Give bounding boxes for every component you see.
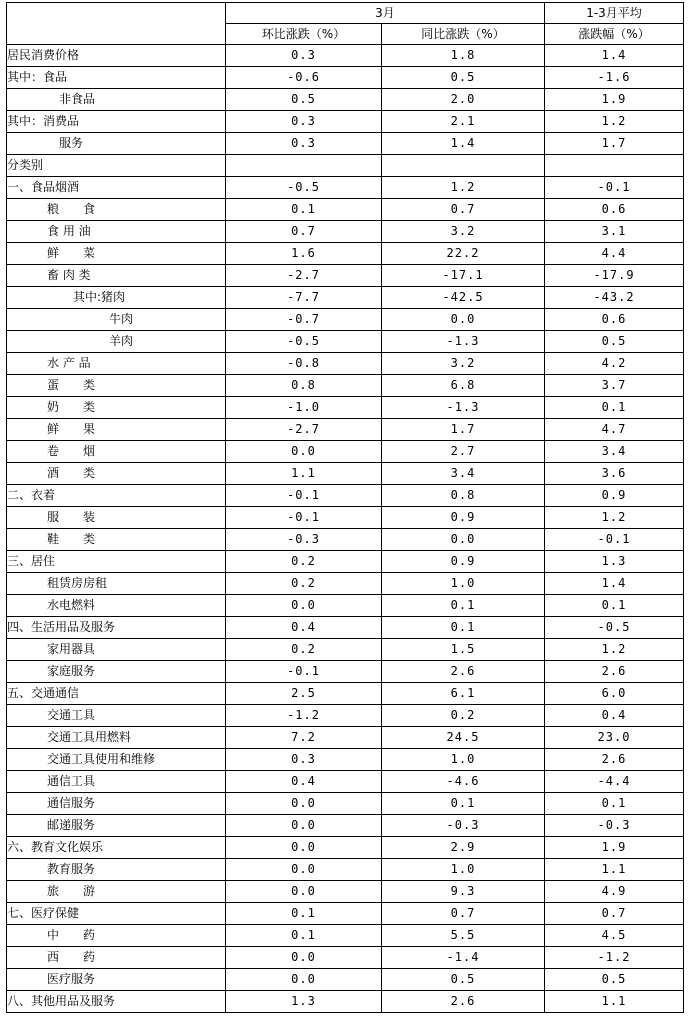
- table-row: [7, 991, 684, 1013]
- cell-avg: 0.7: [545, 903, 684, 925]
- header-col-mom: 环比涨跌（%）: [226, 24, 382, 45]
- cell-yoy: 1.5: [382, 639, 545, 661]
- cell-yoy: 1.8: [382, 45, 545, 67]
- cell-mom: 0.4: [226, 617, 382, 639]
- cell-mom: -0.7: [226, 309, 382, 331]
- cell-avg: [545, 155, 684, 177]
- cell-avg: 1.4: [545, 45, 684, 67]
- cell-avg: -0.1: [545, 177, 684, 199]
- cell-avg: 1.2: [545, 111, 684, 133]
- row-label: 其中:猪肉: [7, 287, 226, 309]
- cell-avg: 23.0: [545, 727, 684, 749]
- cell-mom: 0.0: [226, 947, 382, 969]
- cell-yoy: 1.0: [382, 573, 545, 595]
- cell-mom: 7.2: [226, 727, 382, 749]
- cell-mom: 0.2: [226, 639, 382, 661]
- cell-yoy: 1.0: [382, 859, 545, 881]
- cell-mom: 0.0: [226, 815, 382, 837]
- cell-avg: 0.5: [545, 969, 684, 991]
- cell-avg: 4.2: [545, 353, 684, 375]
- table-row: [7, 837, 684, 859]
- cell-yoy: 9.3: [382, 881, 545, 903]
- cell-mom: 0.3: [226, 133, 382, 155]
- table-row: [7, 375, 684, 397]
- table-row: [7, 221, 684, 243]
- cell-mom: 0.0: [226, 859, 382, 881]
- cell-mom: 0.5: [226, 89, 382, 111]
- row-label: 酒 类: [7, 463, 226, 485]
- table-row: [7, 551, 684, 573]
- row-label: 六、教育文化娱乐: [7, 837, 226, 859]
- table-row: [7, 45, 684, 67]
- table-row: [7, 89, 684, 111]
- table-row: [7, 111, 684, 133]
- cell-yoy: 6.1: [382, 683, 545, 705]
- cell-avg: -0.1: [545, 529, 684, 551]
- cell-avg: 1.7: [545, 133, 684, 155]
- row-label: 五、交通通信: [7, 683, 226, 705]
- cell-yoy: 24.5: [382, 727, 545, 749]
- row-label: 食 用 油: [7, 221, 226, 243]
- cell-avg: 0.1: [545, 397, 684, 419]
- row-label: 服 装: [7, 507, 226, 529]
- cell-mom: -0.8: [226, 353, 382, 375]
- table-row: [7, 903, 684, 925]
- row-label: 非食品: [7, 89, 226, 111]
- cell-mom: 0.1: [226, 925, 382, 947]
- cell-mom: 0.0: [226, 969, 382, 991]
- cell-mom: 0.2: [226, 551, 382, 573]
- cell-yoy: 1.2: [382, 177, 545, 199]
- cell-yoy: -1.3: [382, 397, 545, 419]
- table-row: [7, 749, 684, 771]
- cell-avg: -0.5: [545, 617, 684, 639]
- cell-yoy: 0.8: [382, 485, 545, 507]
- cell-yoy: [382, 155, 545, 177]
- table-row: [7, 155, 684, 177]
- cell-avg: -4.4: [545, 771, 684, 793]
- table-row: [7, 925, 684, 947]
- cell-mom: -2.7: [226, 419, 382, 441]
- table-row: [7, 309, 684, 331]
- cell-yoy: 0.9: [382, 551, 545, 573]
- header-corner-cell: [7, 3, 226, 45]
- cell-mom: -7.7: [226, 287, 382, 309]
- cell-yoy: 3.2: [382, 221, 545, 243]
- cell-mom: -0.6: [226, 67, 382, 89]
- table-row: [7, 595, 684, 617]
- row-label: 羊肉: [7, 331, 226, 353]
- row-label: 粮 食: [7, 199, 226, 221]
- cell-avg: 3.7: [545, 375, 684, 397]
- cell-mom: 0.0: [226, 793, 382, 815]
- cell-avg: -1.6: [545, 67, 684, 89]
- table-row: [7, 397, 684, 419]
- table-row: [7, 639, 684, 661]
- row-label: 家用器具: [7, 639, 226, 661]
- table-row: [7, 947, 684, 969]
- cell-avg: 4.4: [545, 243, 684, 265]
- header-group-march: 3月: [226, 3, 545, 24]
- cell-yoy: 0.5: [382, 67, 545, 89]
- table-row: [7, 727, 684, 749]
- cell-avg: -17.9: [545, 265, 684, 287]
- row-label: 鞋 类: [7, 529, 226, 551]
- cell-avg: 0.6: [545, 309, 684, 331]
- cell-mom: -1.0: [226, 397, 382, 419]
- row-label: 奶 类: [7, 397, 226, 419]
- cell-yoy: -17.1: [382, 265, 545, 287]
- cell-yoy: 6.8: [382, 375, 545, 397]
- cell-avg: 3.6: [545, 463, 684, 485]
- cell-avg: 1.9: [545, 89, 684, 111]
- cell-yoy: 0.1: [382, 793, 545, 815]
- cell-mom: -0.1: [226, 485, 382, 507]
- cell-avg: 1.4: [545, 573, 684, 595]
- cell-yoy: -0.3: [382, 815, 545, 837]
- cell-avg: 0.9: [545, 485, 684, 507]
- header-col-avg: 涨跌幅（%）: [545, 24, 684, 45]
- row-label: 牛肉: [7, 309, 226, 331]
- row-label: 教育服务: [7, 859, 226, 881]
- cell-mom: 0.3: [226, 45, 382, 67]
- table-row: [7, 683, 684, 705]
- cell-avg: 3.1: [545, 221, 684, 243]
- cell-mom: 1.3: [226, 991, 382, 1013]
- cell-mom: -1.2: [226, 705, 382, 727]
- table-row: [7, 507, 684, 529]
- cell-mom: [226, 155, 382, 177]
- row-label: 二、衣着: [7, 485, 226, 507]
- cell-avg: 1.2: [545, 507, 684, 529]
- row-label: 三、居住: [7, 551, 226, 573]
- cell-mom: 1.6: [226, 243, 382, 265]
- cell-avg: 0.6: [545, 199, 684, 221]
- table-row: [7, 331, 684, 353]
- row-label: 鲜 菜: [7, 243, 226, 265]
- cpi-table: [6, 2, 684, 1013]
- cell-yoy: 3.4: [382, 463, 545, 485]
- cell-yoy: 0.0: [382, 529, 545, 551]
- row-label: 一、食品烟酒: [7, 177, 226, 199]
- cell-mom: 0.0: [226, 837, 382, 859]
- cell-avg: 0.1: [545, 793, 684, 815]
- cell-avg: -1.2: [545, 947, 684, 969]
- row-label: 交通工具: [7, 705, 226, 727]
- row-label: 中 药: [7, 925, 226, 947]
- cell-avg: 1.1: [545, 991, 684, 1013]
- row-label: 水电燃料: [7, 595, 226, 617]
- cell-mom: -2.7: [226, 265, 382, 287]
- table-row: [7, 67, 684, 89]
- cell-avg: 6.0: [545, 683, 684, 705]
- cell-yoy: 0.1: [382, 617, 545, 639]
- table-body: [7, 3, 684, 1013]
- cell-avg: 0.5: [545, 331, 684, 353]
- table-row: [7, 463, 684, 485]
- cell-avg: 1.2: [545, 639, 684, 661]
- cell-yoy: 1.0: [382, 749, 545, 771]
- cell-avg: -0.3: [545, 815, 684, 837]
- cell-mom: 0.1: [226, 903, 382, 925]
- cell-mom: 0.1: [226, 199, 382, 221]
- row-label: 通信工具: [7, 771, 226, 793]
- table-row: [7, 859, 684, 881]
- header-group-q1: 1-3月平均: [545, 3, 684, 24]
- cell-avg: 0.1: [545, 595, 684, 617]
- cell-avg: 3.4: [545, 441, 684, 463]
- header-col-yoy: 同比涨跌（%）: [382, 24, 545, 45]
- cell-yoy: 2.6: [382, 991, 545, 1013]
- table-row: [7, 661, 684, 683]
- table-row: [7, 265, 684, 287]
- row-label: 鲜 果: [7, 419, 226, 441]
- cell-yoy: 0.5: [382, 969, 545, 991]
- row-label: 蛋 类: [7, 375, 226, 397]
- cell-avg: 2.6: [545, 749, 684, 771]
- cell-yoy: -42.5: [382, 287, 545, 309]
- table-row: [7, 771, 684, 793]
- cell-yoy: 1.7: [382, 419, 545, 441]
- row-label: 交通工具使用和维修: [7, 749, 226, 771]
- cell-mom: -0.3: [226, 529, 382, 551]
- table-row: [7, 529, 684, 551]
- cell-yoy: 22.2: [382, 243, 545, 265]
- cell-yoy: 0.0: [382, 309, 545, 331]
- cell-yoy: 0.1: [382, 595, 545, 617]
- row-label: 租赁房房租: [7, 573, 226, 595]
- cell-yoy: 2.9: [382, 837, 545, 859]
- cell-yoy: -4.6: [382, 771, 545, 793]
- table-row: [7, 969, 684, 991]
- cell-avg: 0.4: [545, 705, 684, 727]
- cell-avg: -43.2: [545, 287, 684, 309]
- table-row: [7, 133, 684, 155]
- cell-avg: 1.9: [545, 837, 684, 859]
- table-row: [7, 419, 684, 441]
- cell-yoy: 0.7: [382, 199, 545, 221]
- row-label: 其中：食品: [7, 67, 226, 89]
- cell-mom: 0.3: [226, 111, 382, 133]
- table-row: [7, 177, 684, 199]
- table-row: [7, 199, 684, 221]
- row-label: 服务: [7, 133, 226, 155]
- cell-yoy: -1.3: [382, 331, 545, 353]
- cell-mom: 0.0: [226, 881, 382, 903]
- row-label: 居民消费价格: [7, 45, 226, 67]
- cell-avg: 4.5: [545, 925, 684, 947]
- cell-avg: 2.6: [545, 661, 684, 683]
- cell-mom: 2.5: [226, 683, 382, 705]
- row-label: 七、医疗保健: [7, 903, 226, 925]
- table-row: [7, 617, 684, 639]
- cell-mom: -0.1: [226, 661, 382, 683]
- cell-mom: 0.2: [226, 573, 382, 595]
- cell-mom: 1.1: [226, 463, 382, 485]
- cell-yoy: 2.1: [382, 111, 545, 133]
- cell-avg: 1.3: [545, 551, 684, 573]
- cell-yoy: 5.5: [382, 925, 545, 947]
- cell-mom: 0.0: [226, 595, 382, 617]
- row-label: 其中：消费品: [7, 111, 226, 133]
- cell-yoy: -1.4: [382, 947, 545, 969]
- table-row: [7, 573, 684, 595]
- row-label: 家庭服务: [7, 661, 226, 683]
- row-label: 八、其他用品及服务: [7, 991, 226, 1013]
- table-row: [7, 287, 684, 309]
- cell-yoy: 2.7: [382, 441, 545, 463]
- cell-mom: 0.4: [226, 771, 382, 793]
- cell-yoy: 2.6: [382, 661, 545, 683]
- row-label: 医疗服务: [7, 969, 226, 991]
- table-row: [7, 441, 684, 463]
- row-label: 旅 游: [7, 881, 226, 903]
- row-label: 通信服务: [7, 793, 226, 815]
- cell-yoy: 2.0: [382, 89, 545, 111]
- cell-mom: 0.0: [226, 441, 382, 463]
- cell-mom: -0.5: [226, 177, 382, 199]
- table-row: [7, 815, 684, 837]
- cell-mom: 0.7: [226, 221, 382, 243]
- cell-yoy: 0.7: [382, 903, 545, 925]
- row-label: 分类别: [7, 155, 226, 177]
- cell-yoy: 3.2: [382, 353, 545, 375]
- cell-avg: 4.7: [545, 419, 684, 441]
- row-label: 西 药: [7, 947, 226, 969]
- table-row: [7, 243, 684, 265]
- cell-avg: 1.1: [545, 859, 684, 881]
- cell-yoy: 0.9: [382, 507, 545, 529]
- header-row-groups: [7, 3, 684, 24]
- table-row: [7, 353, 684, 375]
- cell-yoy: 0.2: [382, 705, 545, 727]
- cell-mom: 0.3: [226, 749, 382, 771]
- row-label: 交通工具用燃料: [7, 727, 226, 749]
- cell-mom: 0.8: [226, 375, 382, 397]
- table-row: [7, 881, 684, 903]
- cell-yoy: 1.4: [382, 133, 545, 155]
- row-label: 畜 肉 类: [7, 265, 226, 287]
- row-label: 卷 烟: [7, 441, 226, 463]
- cell-avg: 4.9: [545, 881, 684, 903]
- table-row: [7, 485, 684, 507]
- cell-mom: -0.1: [226, 507, 382, 529]
- cell-mom: -0.5: [226, 331, 382, 353]
- row-label: 四、生活用品及服务: [7, 617, 226, 639]
- row-label: 水 产 品: [7, 353, 226, 375]
- table-row: [7, 705, 684, 727]
- table-row: [7, 793, 684, 815]
- row-label: 邮递服务: [7, 815, 226, 837]
